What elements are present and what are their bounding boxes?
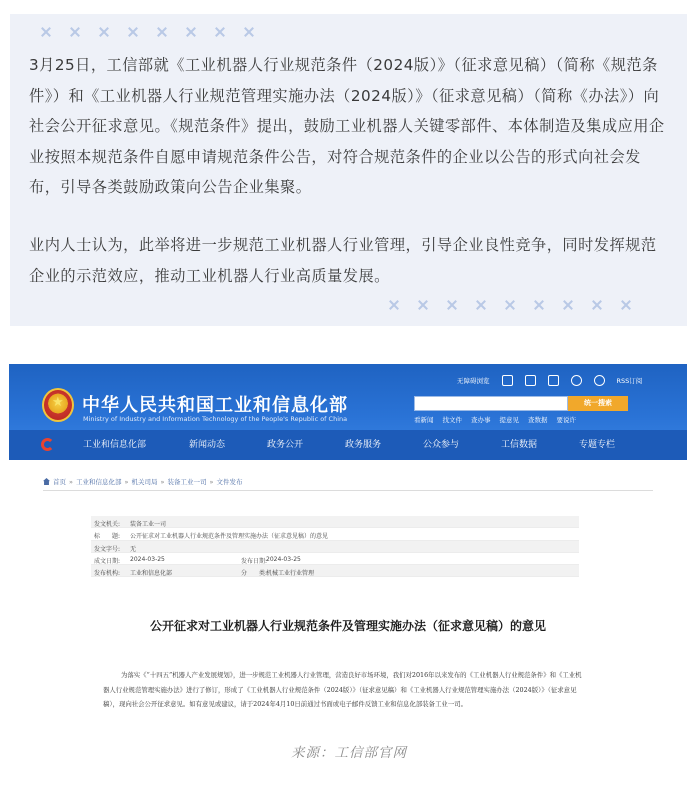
quick-link[interactable]: 找文件 — [442, 416, 462, 424]
article-card — [10, 14, 687, 326]
barrier-free-link[interactable]: 无障碍浏览 — [457, 376, 490, 385]
mail-icon[interactable] — [548, 375, 559, 386]
nav-item-news[interactable]: 新闻动态 — [189, 440, 226, 450]
meta-value: 2024-03-25 — [130, 555, 165, 563]
nav-item-miit[interactable]: 工业和信息化部 — [83, 440, 147, 450]
meta-row — [91, 565, 579, 577]
quick-links — [414, 415, 576, 424]
nav-item-data[interactable]: 工信数据 — [501, 440, 538, 450]
meta-value: 装备工业一司 — [130, 521, 167, 528]
breadcrumb-item[interactable]: 装备工业一司 — [167, 478, 207, 486]
meta-row — [91, 516, 579, 528]
nav-item-disclosure[interactable]: 政务公开 — [267, 440, 304, 450]
quick-link[interactable]: 看新闻 — [414, 416, 434, 424]
quick-link[interactable]: 提意见 — [499, 416, 519, 424]
weibo-icon[interactable] — [594, 375, 605, 386]
meta-label: 发文机关: — [94, 521, 121, 528]
article-paragraph-1: 3月25日，工信部就《工业机器人行业规范条件（2024版）》（征求意见稿）（简称《规范条件》）和《工业机器人行业规范管理实施办法（2024版）》（征求意见稿）（简称《办法》）向社会公开征求意见。《规范条件》提出，鼓励工业机器人关键零部件、本体制造及集成应用企业按照本规范条件自愿申请规范条件公告，对符合规范条件的企业以公告的形式向社会发布，引导各类鼓励政策向公告企业集聚。 — [29, 56, 665, 196]
meta-value: 2024-03-25 — [266, 555, 301, 563]
top-links — [457, 373, 642, 387]
miit-page-screenshot — [9, 364, 687, 777]
meta-label: 成文日期: — [94, 557, 121, 565]
meta-row — [91, 541, 579, 553]
quick-link[interactable]: 查数据 — [528, 416, 548, 424]
breadcrumb — [43, 477, 242, 486]
document-paragraph: 为落实《“十四五”机器人产业发展规划》，进一步规范工业机器人行业管理，营造良好市场环境，我们对2016年以来发布的《工业机器人行业规范条件》和《工业机器人行业规范管理实施办法》进行了修订，形成了《工业机器人行业规范条件（2024版）》（征求意见稿）和《工业机器人行业规范管理实施办法（2024版）》（征求意见稿），现向社会公开征求意见。如有意见或建议，请于2024年4月10日前通过书面或电子邮件反馈工业和信息化部装备工业一司。 — [103, 671, 582, 709]
quick-link[interactable]: 查办事 — [471, 416, 491, 424]
home-logo-icon[interactable] — [41, 438, 54, 451]
meta-label: 发布日期: — [241, 557, 268, 565]
site-header — [9, 364, 687, 460]
decorative-cross-row-bottom — [10, 300, 687, 312]
nav-item-services[interactable]: 政务服务 — [345, 440, 382, 450]
source-caption: 来源：工信部官网 — [291, 745, 407, 761]
breadcrumb-item[interactable]: 首页 — [53, 478, 66, 486]
breadcrumb-separator: » — [124, 477, 129, 486]
site-search-input[interactable] — [414, 396, 568, 411]
meta-label: 发文字号: — [94, 545, 121, 553]
quick-link[interactable]: 要说许 — [556, 416, 576, 424]
meta-value: 机械工业行业管理 — [266, 570, 315, 578]
meta-label: 发布机构: — [94, 570, 121, 578]
article-paragraph-2: 业内人士认为，此举将进一步规范工业机器人行业管理，引导企业良性竞争，同时发挥规范企业的示范效应，推动工业机器人行业高质量发展。 — [29, 236, 657, 285]
breadcrumb-separator: » — [209, 477, 214, 486]
meta-row — [91, 528, 579, 540]
breadcrumb-item[interactable]: 文件发布 — [216, 478, 243, 486]
nav-item-participation[interactable]: 公众参与 — [423, 440, 460, 450]
breadcrumb-item[interactable]: 机关司局 — [131, 478, 158, 486]
site-subtitle: Ministry of Industry and Information Technology of the People's Republic of China — [83, 415, 348, 423]
mobile-icon[interactable] — [525, 375, 536, 386]
main-nav — [9, 430, 687, 460]
meta-value: 无 — [130, 545, 137, 553]
unified-search-button[interactable]: 统一搜索 — [568, 396, 628, 411]
meta-label: 分 类: — [241, 570, 268, 578]
document-body — [103, 668, 583, 712]
meta-row — [91, 553, 579, 565]
divider — [43, 490, 653, 491]
home-icon — [43, 478, 50, 485]
document-meta-table — [91, 516, 579, 577]
accessibility-icon[interactable] — [502, 375, 513, 386]
meta-value: 公开征求对工业机器人行业规范条件及管理实施办法（征求意见稿）的意见 — [130, 533, 329, 541]
breadcrumb-separator: » — [160, 477, 165, 486]
breadcrumb-item[interactable]: 工业和信息化部 — [75, 478, 122, 486]
decorative-cross-row-top — [10, 27, 687, 39]
site-title: 中华人民共和国工业和信息化部 — [82, 395, 348, 416]
nav-item-topics[interactable]: 专题专栏 — [579, 440, 616, 450]
national-emblem-icon — [42, 388, 74, 422]
breadcrumb-separator: » — [69, 477, 73, 486]
meta-label: 标 题: — [94, 533, 121, 541]
rss-link[interactable]: RSS订阅 — [616, 376, 643, 385]
meta-value: 工业和信息化部 — [130, 570, 173, 578]
document-title: 公开征求对工业机器人行业规范条件及管理实施办法（征求意见稿）的意见 — [149, 619, 546, 633]
wechat-icon[interactable] — [571, 375, 582, 386]
